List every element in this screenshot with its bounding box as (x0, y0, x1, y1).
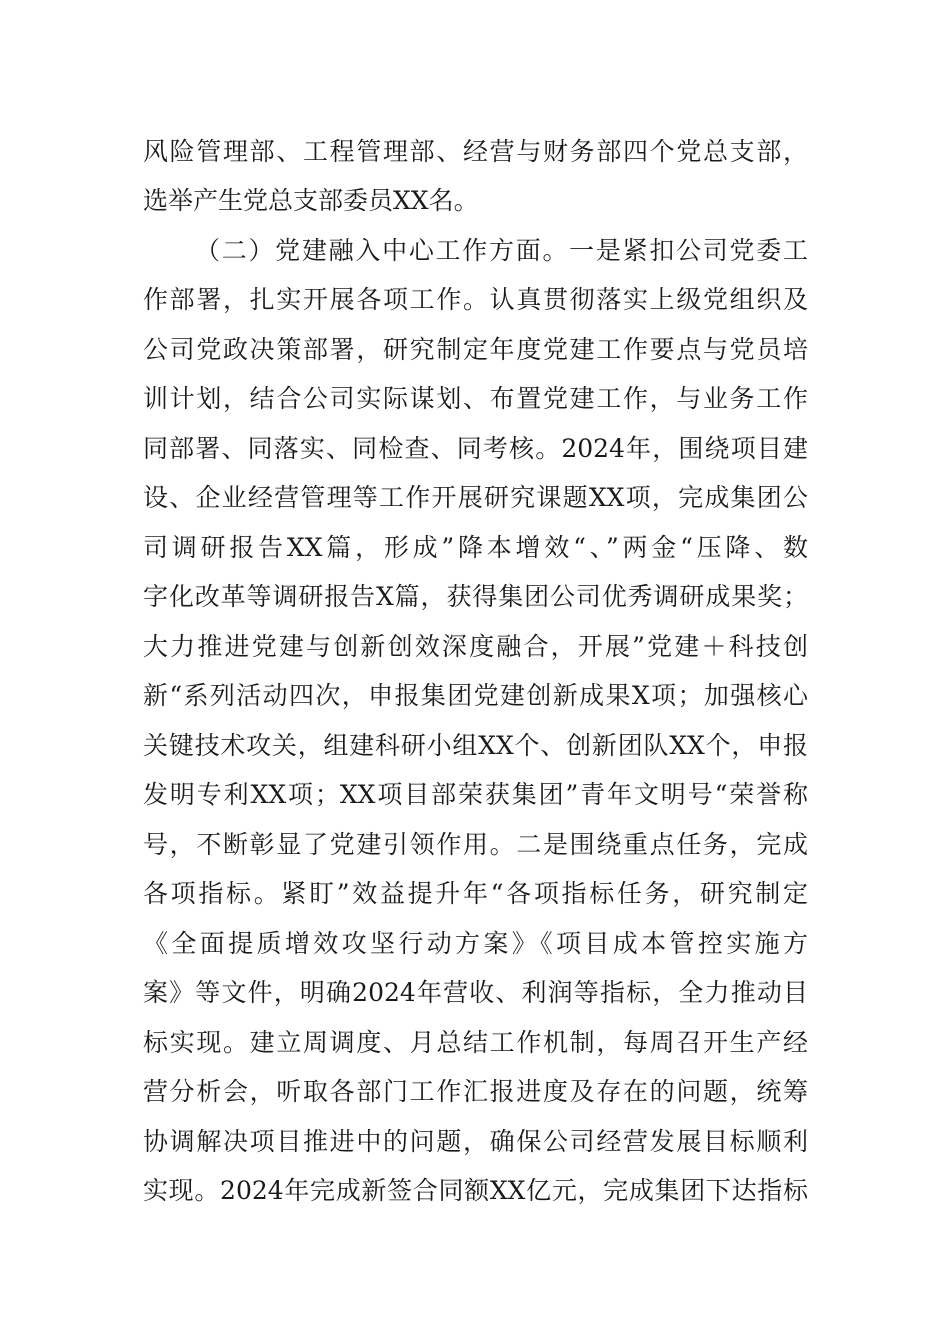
text-line: 各项指标。紧盯”效益提升年“各项指标任务，研究制定 (143, 879, 808, 908)
text-line: 关键技术攻关，组建科研小组XX个、创新团队XX个，申报 (143, 731, 808, 760)
text-line: 号，不断彰显了党建引领作用。二是围绕重点任务，完成 (143, 830, 808, 859)
text-line: 风险管理部、工程管理部、经营与财务部四个党总支部， (143, 137, 808, 166)
text-line: 发明专利XX项；XX项目部荣获集团”青年文明号“荣誉称 (143, 780, 808, 809)
text-line: 营分析会，听取各部门工作汇报进度及存在的问题，统筹 (143, 1077, 808, 1106)
text-line: 标实现。建立周调度、月总结工作机制，每周召开生产经 (143, 1028, 808, 1057)
text-line: 设、企业经营管理等工作开展研究课题XX项，完成集团公 (143, 483, 808, 512)
text-line: 新“系列活动四次，申报集团党建创新成果X项；加强核心 (143, 681, 808, 710)
text-line: 选举产生党总支部委员XX名。 (143, 186, 479, 215)
text-line: 案》等文件，明确2024年营收、利润等指标，全力推动目 (143, 978, 808, 1007)
text-line: 协调解决项目推进中的问题，确保公司经营发展目标顺利 (143, 1127, 808, 1156)
text-line: 司调研报告XX篇，形成”降本增效“、”两金“压降、数 (143, 533, 808, 562)
text-line: 字化改革等调研报告X篇，获得集团公司优秀调研成果奖； (143, 582, 808, 611)
text-line: 《全面提质增效攻坚行动方案》《项目成本管控实施方 (143, 929, 808, 958)
text-line: 作部署，扎实开展各项工作。认真贯彻落实上级党组织及 (143, 285, 808, 314)
text-line: 大力推进党建与创新创效深度融合，开展”党建＋科技创 (143, 632, 808, 661)
text-line: 实现。2024年完成新签合同额XX亿元，完成集团下达指标 (143, 1176, 808, 1205)
paragraph-heading-line: （二）党建融入中心工作方面。一是紧扣公司党委工 (195, 236, 808, 265)
text-line: 训计划，结合公司实际谋划、布置党建工作，与业务工作 (143, 384, 808, 413)
text-line: 公司党政决策部署，研究制定年度党建工作要点与党员培 (143, 335, 808, 364)
text-line: 同部署、同落实、同检查、同考核。2024年，围绕项目建 (143, 434, 808, 463)
